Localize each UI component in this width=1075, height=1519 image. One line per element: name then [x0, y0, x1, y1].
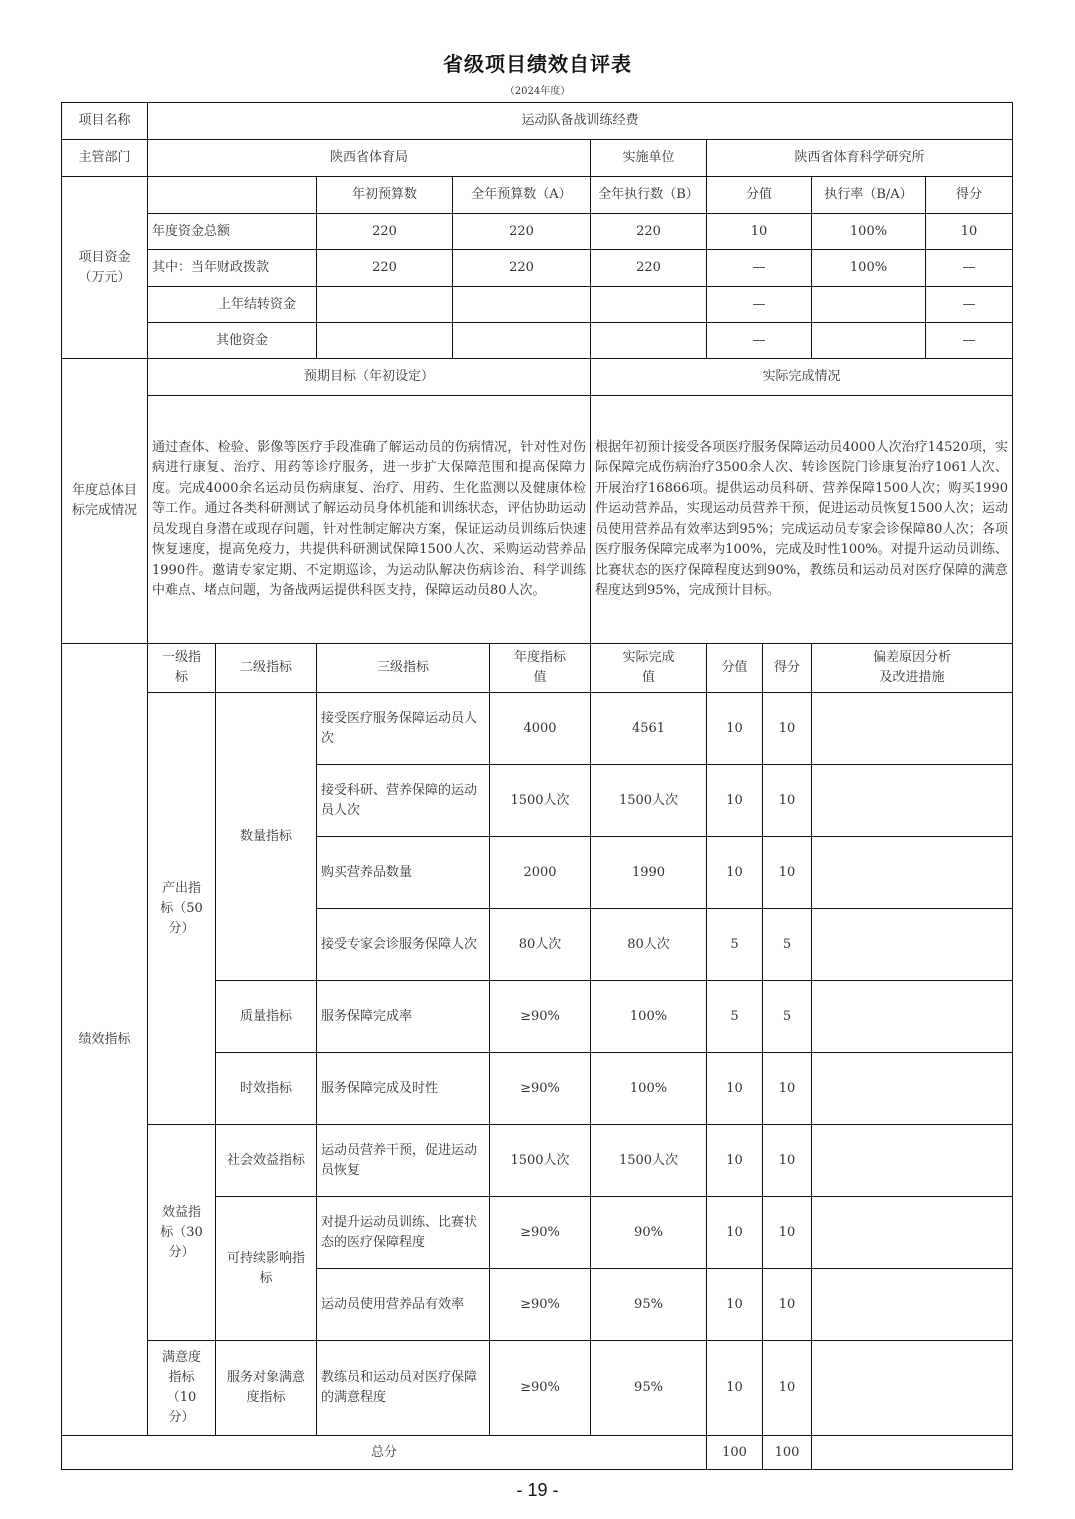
total-label: 总分 [61, 1435, 707, 1470]
indicator-name: 运动员使用营养品有效率 [316, 1268, 490, 1341]
funds-header-blank [147, 176, 317, 214]
score-value: 5 [762, 908, 812, 981]
page-title: 省级项目绩效自评表 [443, 52, 632, 76]
perf-col-header: 分值 [706, 643, 763, 693]
actual-result-text: 根据年初预计接受各项医疗服务保障运动员4000人次治疗14520项，实际保障完成伤病治疗3500余人次、转诊医院门诊康复治疗1061人次、开展治疗16866项。提供运动员科研、营养保障1500人次；购买1990件运动营养品，实现运动员营养干预，促进运动员恢复1500人次；运动员使用营养品有效率达到95%；完成运动员专家会诊保障80人次；各项医疗服务保障完成率为100%，完成及时性100%。对提升运动员训练、比赛状态的医疗保障程度达到90%，教练员和运动员对医疗保障的满意程度达到95%，完成预计目标。 [590, 395, 1013, 644]
total-note [811, 1435, 1013, 1470]
impl-unit-label: 实施单位 [590, 139, 707, 177]
target-value: 1500人次 [489, 1124, 591, 1197]
funds-cell: — [706, 286, 812, 323]
funds-col-header: 执行率（B/A） [811, 176, 926, 214]
perf-col-header: 偏差原因分析及改进措施 [811, 643, 1013, 693]
level2-social-benefit: 社会效益指标 [215, 1124, 317, 1197]
funds-cell: 100% [811, 213, 926, 250]
funds-cell: 220 [316, 249, 453, 287]
funds-cell: 220 [590, 213, 707, 250]
deviation-note [811, 1124, 1013, 1197]
funds-col-header: 得分 [925, 176, 1013, 214]
project-name-label: 项目名称 [61, 102, 148, 140]
funds-cell: 10 [925, 213, 1013, 250]
target-value: ≥90% [489, 1268, 591, 1341]
funds-cell: — [925, 286, 1013, 323]
level1-satisfaction: 满意度指标（10分） [147, 1340, 216, 1436]
level1-output: 产出指标（50分） [147, 692, 216, 1125]
score-value: 10 [762, 1268, 812, 1341]
actual-value: 95% [590, 1340, 707, 1436]
funds-col-header: 年初预算数 [316, 176, 453, 214]
expected-goal-header: 预期目标（年初设定） [147, 358, 591, 396]
deviation-note [811, 1340, 1013, 1436]
target-value: 80人次 [489, 908, 591, 981]
score-value: 10 [762, 1124, 812, 1197]
perf-col-header: 年度指标值 [489, 643, 591, 693]
goals-label: 年度总体目标完成情况 [61, 358, 148, 644]
deviation-note [811, 980, 1013, 1053]
indicator-name: 购买营养品数量 [316, 836, 490, 909]
funds-cell [316, 286, 453, 323]
deviation-note [811, 1052, 1013, 1125]
perf-col-header: 一级指标 [147, 643, 216, 693]
total-weight: 100 [706, 1435, 763, 1470]
expected-goal-text: 通过查体、检验、影像等医疗手段准确了解运动员的伤病情况，针对性对伤病进行康复、治疗、用药等诊疗服务，进一步扩大保障范围和提高保障力度。完成4000余名运动员伤病康复、治疗、用药、生化监测以及健康体检等工作。通过各类科研测试了解运动员身体机能和训练状态，评估协助运动员发现自身潜在或现存问题，针对性制定解决方案，保证运动员训练后快速恢复速度，提高免疫力，共提供科研测试保障1500人次、采购运动营养品1990件。邀请专家定期、不定期巡诊，为运动队解决伤病诊治、科学训练中难点、堵点问题，为备战两运提供科医支持，保障运动员80人次。 [147, 395, 591, 644]
indicator-name: 服务保障完成率 [316, 980, 490, 1053]
actual-value: 1500人次 [590, 764, 707, 837]
actual-value: 100% [590, 980, 707, 1053]
perf-col-header: 三级指标 [316, 643, 490, 693]
target-value: 2000 [489, 836, 591, 909]
indicator-name: 教练员和运动员对医疗保障的满意程度 [316, 1340, 490, 1436]
indicator-name: 对提升运动员训练、比赛状态的医疗保障程度 [316, 1196, 490, 1269]
actual-value: 95% [590, 1268, 707, 1341]
weight-value: 10 [706, 1124, 763, 1197]
indicator-name: 服务保障完成及时性 [316, 1052, 490, 1125]
actual-value: 100% [590, 1052, 707, 1125]
weight-value: 10 [706, 836, 763, 909]
deviation-note [811, 836, 1013, 909]
weight-value: 10 [706, 692, 763, 765]
deviation-note [811, 692, 1013, 765]
funds-cell: — [925, 249, 1013, 287]
deviation-note [811, 764, 1013, 837]
funds-col-header: 全年执行数（B） [590, 176, 707, 214]
score-value: 10 [762, 836, 812, 909]
funds-cell: 220 [452, 213, 591, 250]
weight-value: 10 [706, 1196, 763, 1269]
score-value: 10 [762, 1052, 812, 1125]
weight-value: 10 [706, 1268, 763, 1341]
weight-value: 10 [706, 1052, 763, 1125]
target-value: 4000 [489, 692, 591, 765]
target-value: ≥90% [489, 1340, 591, 1436]
funds-cell [452, 286, 591, 323]
weight-value: 10 [706, 1340, 763, 1436]
deviation-note [811, 908, 1013, 981]
funds-cell [590, 322, 707, 359]
funds-row-label: 其中：当年财政拨款 [147, 249, 317, 287]
funds-cell: 10 [706, 213, 812, 250]
actual-value: 1990 [590, 836, 707, 909]
actual-value: 80人次 [590, 908, 707, 981]
funds-cell [811, 322, 926, 359]
weight-value: 5 [706, 980, 763, 1053]
target-value: ≥90% [489, 1196, 591, 1269]
funds-row-label: 年度资金总额 [147, 213, 317, 250]
funds-col-header: 分值 [706, 176, 812, 214]
funds-cell: — [925, 322, 1013, 359]
funds-cell: — [706, 249, 812, 287]
funds-row-label: 其他资金 [147, 322, 317, 359]
level2-quantity: 数量指标 [215, 692, 317, 981]
funds-cell [452, 322, 591, 359]
level1-benefit: 效益指标（30分） [147, 1124, 216, 1341]
funds-cell [590, 286, 707, 323]
page-number: - 19 - [516, 1480, 559, 1500]
indicator-name: 接受专家会诊服务保障人次 [316, 908, 490, 981]
score-value: 10 [762, 1196, 812, 1269]
funds-cell: 220 [590, 249, 707, 287]
funds-cell [316, 322, 453, 359]
target-value: ≥90% [489, 1052, 591, 1125]
level2-sustainability: 可持续影响指标 [215, 1196, 317, 1341]
funds-col-header: 全年预算数（A） [452, 176, 591, 214]
actual-value: 90% [590, 1196, 707, 1269]
weight-value: 5 [706, 908, 763, 981]
perf-col-header: 实际完成值 [590, 643, 707, 693]
funds-cell [811, 286, 926, 323]
target-value: ≥90% [489, 980, 591, 1053]
funds-cell: 220 [316, 213, 453, 250]
report-year: （2024年度） [504, 86, 571, 97]
impl-unit-value: 陕西省体育科学研究所 [706, 139, 1013, 177]
indicator-name: 接受科研、营养保障的运动员人次 [316, 764, 490, 837]
performance-label: 绩效指标 [61, 643, 148, 1436]
funds-row-label: 上年结转资金 [147, 286, 317, 323]
level2-quality: 质量指标 [215, 980, 317, 1053]
perf-col-header: 得分 [762, 643, 812, 693]
score-value: 10 [762, 692, 812, 765]
indicator-name: 运动员营养干预，促进运动员恢复 [316, 1124, 490, 1197]
funds-cell: 220 [452, 249, 591, 287]
perf-col-header: 二级指标 [215, 643, 317, 693]
dept-value: 陕西省体育局 [147, 139, 591, 177]
score-value: 10 [762, 764, 812, 837]
funds-label: 项目资金（万元） [61, 176, 148, 359]
funds-cell: 100% [811, 249, 926, 287]
actual-result-header: 实际完成情况 [590, 358, 1013, 396]
total-score: 100 [762, 1435, 812, 1470]
level2-timeliness: 时效指标 [215, 1052, 317, 1125]
score-value: 10 [762, 1340, 812, 1436]
deviation-note [811, 1196, 1013, 1269]
deviation-note [811, 1268, 1013, 1341]
level2-service-satisfaction: 服务对象满意度指标 [215, 1340, 317, 1436]
target-value: 1500人次 [489, 764, 591, 837]
score-value: 5 [762, 980, 812, 1053]
funds-cell: — [706, 322, 812, 359]
dept-label: 主管部门 [61, 139, 148, 177]
project-name-value: 运动队备战训练经费 [147, 102, 1013, 140]
weight-value: 10 [706, 764, 763, 837]
actual-value: 1500人次 [590, 1124, 707, 1197]
actual-value: 4561 [590, 692, 707, 765]
indicator-name: 接受医疗服务保障运动员人次 [316, 692, 490, 765]
